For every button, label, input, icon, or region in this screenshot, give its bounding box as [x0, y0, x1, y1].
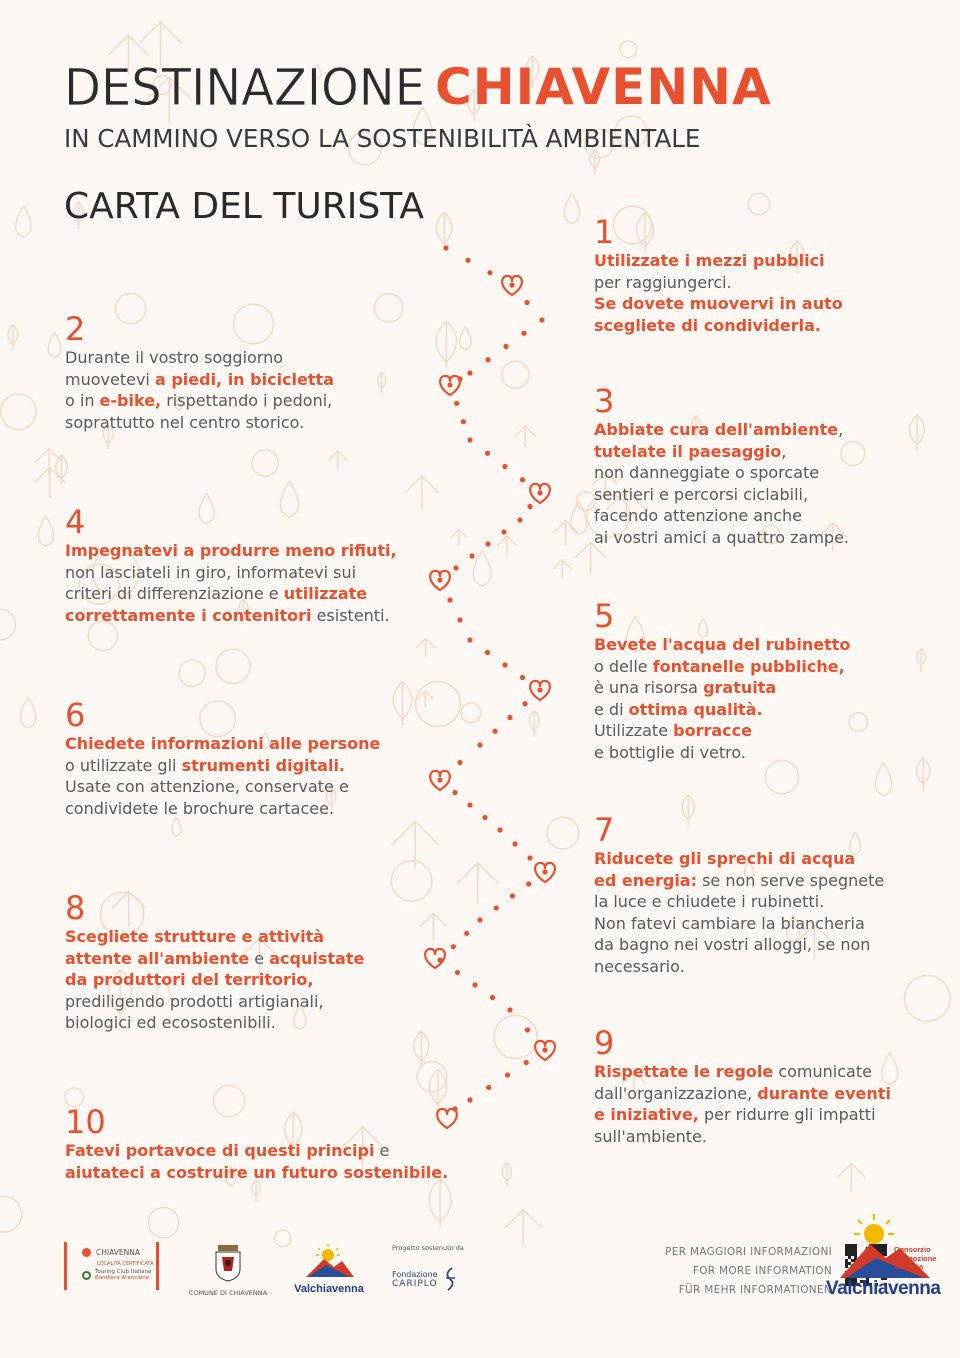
- highlight-text: aiutateci a costruire un futuro sostenibile.: [65, 1162, 449, 1182]
- highlight-text: strumenti digitali.: [181, 755, 345, 775]
- item-number: 8: [65, 889, 86, 927]
- item-8: [65, 890, 405, 1034]
- item-number: 5: [594, 597, 615, 635]
- body-text: condividete le brochure cartacee.: [65, 798, 335, 818]
- trail-dot: [452, 790, 457, 795]
- highlight-text: acquistate: [269, 948, 365, 968]
- trail-dot: [437, 577, 442, 582]
- more-info-block: [665, 1243, 832, 1300]
- trail-dot: [509, 282, 514, 287]
- body-text: o delle: [594, 656, 653, 676]
- item-5: [594, 598, 934, 763]
- body-text: biologici ed ecosostenibili.: [65, 1013, 276, 1032]
- highlight-text: e iniziative,: [594, 1105, 699, 1124]
- highlight-text: utilizzate: [283, 584, 368, 603]
- cariplo-swirl-icon: [442, 1266, 458, 1292]
- item-number: 3: [594, 382, 615, 420]
- trail-dot: [467, 802, 472, 807]
- body-text: e: [374, 1141, 390, 1160]
- highlight-text: da produttori del territorio,: [65, 970, 314, 989]
- body-text: e di: [594, 699, 629, 719]
- trail-dot: [520, 477, 525, 482]
- highlight-text: tutelate il paesaggio: [594, 441, 782, 461]
- highlight-text: e-bike,: [99, 391, 162, 410]
- trail-dot: [492, 729, 497, 734]
- body-text: dall'organizzazione,: [594, 1083, 758, 1103]
- card-title: CARTA DEL TURISTA: [64, 186, 425, 227]
- valchiavenna-small-label: Valchiavenna: [294, 1283, 364, 1295]
- valchiavenna-small-logo: [294, 1243, 364, 1299]
- chiavenna-bandiera-logo: [64, 1242, 164, 1294]
- highlight-text: Riducete gli sprechi di acqua: [594, 849, 856, 868]
- body-text: Non fatevi cambiare la biancheria: [594, 913, 865, 933]
- item-1: [594, 214, 934, 336]
- trail-dot: [453, 565, 458, 570]
- body-text: rispettando i pedoni,: [161, 391, 333, 410]
- body-text: ,: [781, 441, 787, 461]
- trail-dot: [472, 982, 477, 987]
- highlight-text: Scegliete strutture e attività: [65, 927, 325, 946]
- body-text: ai vostri amici a quattro zampe.: [594, 527, 849, 547]
- trail-dot: [467, 637, 472, 642]
- item-2: [65, 311, 405, 433]
- touring-label: Touring Club Italiano: [95, 1269, 152, 1275]
- body-text: criteri di differenziazione e: [65, 584, 284, 603]
- body-text: per raggiungerci.: [594, 272, 732, 292]
- body-text: la luce e chiudete i rubinetti.: [594, 892, 825, 911]
- body-text: Utilizzate: [594, 721, 674, 740]
- body-text: facendo attenzione anche: [594, 506, 803, 525]
- bandiera-arancione-label: Bandiera Arancione: [95, 1275, 150, 1281]
- body-text: e: [249, 948, 270, 968]
- valchiavenna-large-label: Valchiavenna: [826, 1278, 941, 1299]
- trail-dot: [467, 1097, 472, 1102]
- body-text: sentieri e percorsi ciclabili,: [594, 484, 809, 504]
- highlight-text: durante eventi: [757, 1083, 891, 1103]
- trail-dot: [486, 1085, 491, 1090]
- trail-dot: [525, 1027, 530, 1032]
- coat-of-arms-icon: [188, 1243, 268, 1283]
- trail-dot: [503, 344, 508, 349]
- body-text: esistenti.: [311, 605, 390, 625]
- trail-dot: [507, 715, 512, 720]
- chiavenna-label: CHIAVENNA: [96, 1248, 140, 1257]
- trail-dot: [539, 317, 544, 322]
- body-text: non danneggiate o sporcate: [594, 463, 820, 482]
- trail-dot: [501, 529, 506, 534]
- trail-dot: [517, 517, 522, 522]
- comune-label: COMUNE DI CHIAVENNA: [188, 1289, 268, 1297]
- trail-dot: [482, 815, 487, 820]
- sun-mountain-icon: [294, 1243, 364, 1279]
- trail-dot: [477, 742, 482, 747]
- trail-dot: [464, 931, 469, 936]
- orange-flag-icon: [82, 1248, 91, 1257]
- trail-dot: [526, 881, 531, 886]
- trail-dot: [467, 437, 472, 442]
- trail-dot: [521, 331, 526, 336]
- body-text: prediligendo prodotti artigianali,: [65, 991, 324, 1011]
- highlight-text: Utilizzate i mezzi pubblici: [594, 251, 825, 270]
- consorzio-label: Consorzio promozione turistica: [894, 1245, 937, 1271]
- trail-dot: [497, 827, 502, 832]
- trail-dot: [461, 419, 466, 424]
- trail-dot: [490, 995, 495, 1000]
- progetto-label: Progetto sostenuto da: [392, 1244, 464, 1252]
- trail-dot: [505, 1072, 510, 1077]
- touring-club-icon: [82, 1271, 91, 1280]
- valchiavenna-consorzio-logo: [826, 1212, 944, 1304]
- info-english: FOR MORE INFORMATION: [692, 1265, 832, 1277]
- trail-dot: [447, 382, 452, 387]
- trail-dot: [522, 701, 527, 706]
- highlight-text: borracce: [673, 721, 752, 740]
- body-text: o in: [65, 391, 100, 410]
- highlight-text: correttamente i contenitori: [65, 605, 312, 625]
- highlight-text: ottima qualità.: [628, 699, 763, 719]
- item-3: [594, 383, 934, 548]
- body-text: Usate con attenzione, conservate e: [65, 777, 349, 796]
- item-7: [594, 812, 934, 977]
- body-text: ,: [838, 420, 844, 439]
- trail-dot: [451, 944, 456, 949]
- trail-dot: [510, 893, 515, 898]
- highlight-text: Impegnatevi a produrre meno rifiuti,: [65, 541, 397, 560]
- subtitle: IN CAMMINO VERSO LA SOSTENIBILITÀ AMBIENTALE: [64, 124, 701, 153]
- item-number: 6: [65, 696, 86, 734]
- bandiera-label: LOCALITÀ CERTIFICATA: [97, 1261, 154, 1267]
- info-italian: PER MAGGIORI INFORMAZIONI: [665, 1246, 832, 1258]
- item-9: [594, 1025, 934, 1147]
- fondazione-label: Fondazione: [392, 1269, 438, 1279]
- body-text: muovetevi: [65, 369, 155, 389]
- body-text: necessario.: [594, 956, 685, 976]
- trail-dot: [527, 504, 532, 509]
- item-6: [65, 697, 405, 819]
- body-text: da bagno nei vostri alloggi, se non: [594, 935, 871, 954]
- body-text: se non serve spegnete: [697, 870, 885, 890]
- body-text: sull'ambiente.: [594, 1126, 707, 1146]
- highlight-text: Bevete l'acqua del rubinetto: [594, 635, 851, 654]
- trail-dot: [520, 675, 525, 680]
- trail-dot: [507, 1007, 512, 1012]
- highlight-text: Se dovete muovervi in auto: [594, 294, 843, 313]
- title-chiavenna: CHIAVENNA: [435, 58, 772, 116]
- item-10: [65, 1104, 485, 1183]
- title-destinazione: DESTINAZIONE: [64, 58, 426, 118]
- trail-dot: [537, 490, 542, 495]
- info-german: FÜR MEHR INFORMATIONEN: [678, 1284, 832, 1296]
- trail-dot: [437, 777, 442, 782]
- trail-dot: [455, 970, 460, 975]
- trail-dot: [454, 401, 459, 406]
- trail-dot: [537, 687, 542, 692]
- body-text: soprattutto nel centro storico.: [65, 412, 305, 432]
- body-text: comunicate: [773, 1062, 872, 1081]
- trail-dot: [512, 841, 517, 846]
- highlight-text: fontanelle pubbliche,: [652, 656, 845, 676]
- cariplo-label: CARIPLO: [392, 1278, 438, 1289]
- highlight-text: Rispettate le regole: [594, 1062, 774, 1081]
- body-text: e bottiglie di vetro.: [594, 742, 746, 762]
- trail-dot: [524, 1060, 529, 1065]
- trail-dot: [467, 370, 472, 375]
- highlight-text: attente all'ambiente: [65, 948, 250, 968]
- body-text: o utilizzate gli: [65, 755, 182, 775]
- body-text: è una risorsa: [594, 678, 704, 697]
- trail-dot: [527, 855, 532, 860]
- trail-dot: [447, 597, 452, 602]
- trail-dot: [469, 553, 474, 558]
- item-number: 1: [594, 213, 615, 251]
- highlight-text: Chiedete informazioni alle persone: [65, 734, 381, 753]
- comune-chiavenna-logo: [188, 1243, 268, 1299]
- body-text: Durante il vostro soggiorno: [65, 348, 284, 367]
- body-text: non lasciateli in giro, informatevi sui: [65, 562, 357, 582]
- highlight-text: a piedi, in bicicletta: [154, 369, 334, 389]
- trail-dot: [485, 451, 490, 456]
- trail-dot: [485, 541, 490, 546]
- item-number: 10: [65, 1103, 106, 1141]
- fondazione-cariplo-logo: [392, 1244, 472, 1294]
- trail-dot: [485, 650, 490, 655]
- trail-dot: [494, 905, 499, 910]
- trail-dot: [443, 245, 448, 250]
- trail-dot: [524, 300, 529, 305]
- trail-dot: [502, 662, 507, 667]
- item-number: 9: [594, 1024, 615, 1062]
- trail-dot: [457, 760, 462, 765]
- trail-dot: [485, 357, 490, 362]
- highlight-text: Abbiate cura dell'ambiente: [594, 420, 839, 439]
- highlight-text: ed energia:: [594, 870, 697, 890]
- trail-dot: [477, 917, 482, 922]
- trail-dot: [457, 617, 462, 622]
- item-number: 2: [65, 310, 86, 348]
- trail-dot: [465, 258, 470, 263]
- body-text: per ridurre gli impatti: [698, 1105, 876, 1124]
- highlight-text: Fatevi portavoce di questi principi: [65, 1141, 375, 1160]
- item-4: [65, 504, 405, 626]
- item-number: 7: [594, 811, 615, 849]
- highlight-text: gratuita: [703, 678, 777, 697]
- trail-dot: [502, 464, 507, 469]
- trail-dot: [542, 869, 547, 874]
- highlight-text: scegliete di condividerla.: [594, 315, 821, 335]
- trail-dot: [487, 270, 492, 275]
- trail-dot: [542, 1047, 547, 1052]
- item-number: 4: [65, 503, 86, 541]
